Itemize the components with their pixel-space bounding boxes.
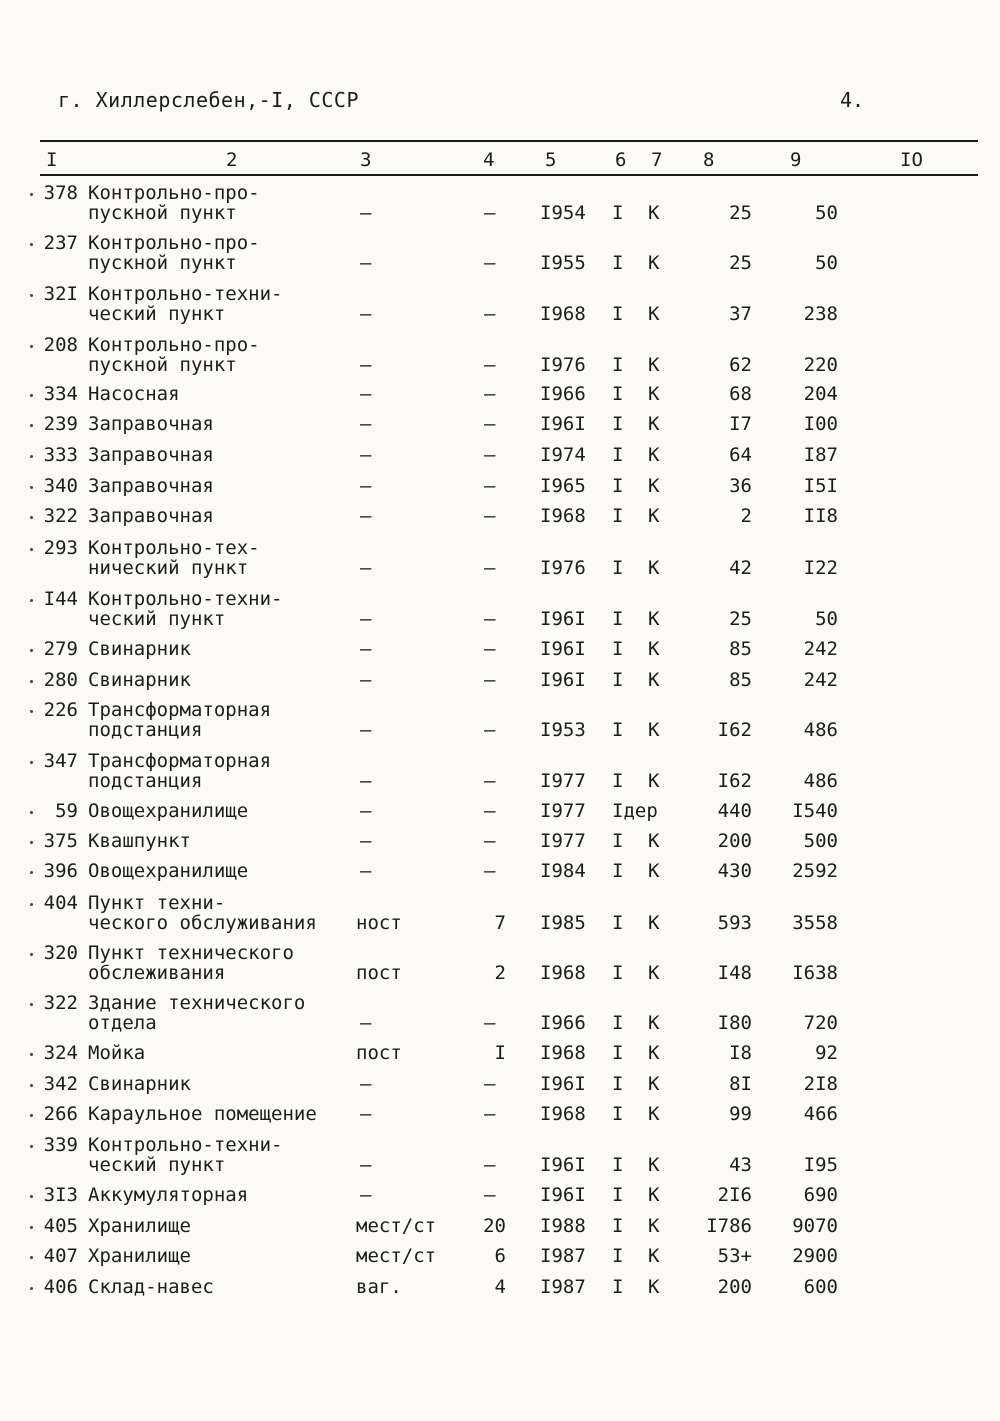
cell-object-name: Пункт техни- [88,892,226,914]
cell-c7: К [648,1215,660,1237]
cell-c3: – [360,354,372,376]
column-header-10: IO [900,149,923,171]
cell-c7: К [648,505,660,527]
cell-object-name: Заправочная [88,475,214,497]
cell-c5: I987 [540,1245,586,1267]
cell-object-name: Овощехранилище [88,800,249,822]
cell-c7: К [648,669,660,691]
cell-c7: К [648,1103,660,1125]
cell-c5: I955 [540,252,586,274]
cell-c4: – [484,383,496,405]
cell-c3: – [360,719,372,741]
cell-c8: 36 [729,475,752,497]
cell-c8: 25 [729,202,752,224]
cell-c5: I96I [540,413,586,435]
cell-c4: 4 [494,1276,506,1298]
cell-object-name: Насосная [88,383,180,405]
cell-c8: I8 [729,1042,752,1064]
cell-c6: I [612,505,624,527]
cell-c5: I954 [540,202,586,224]
cell-object-name: Хранилище [88,1245,191,1267]
cell-object-number: 396 [43,860,78,882]
cell-c6: I [612,1012,624,1034]
cell-c4: – [484,354,496,376]
cell-c3: – [360,303,372,325]
cell-c6: I [612,1276,624,1298]
cell-c4: – [484,475,496,497]
cell-object-name: ческий пункт [88,1154,226,1176]
cell-c7: К [648,770,660,792]
cell-c8: 85 [729,669,752,691]
cell-object-name: Заправочная [88,413,214,435]
cell-object-number: 347 [43,750,78,772]
cell-c7: К [648,413,660,435]
cell-c6: I [612,1184,624,1206]
table-top-rule [40,140,978,142]
cell-c7: К [648,1042,660,1064]
cell-c9: I00 [803,413,838,435]
cell-object-name: Контрольно-техни- [88,283,283,305]
cell-c5: I968 [540,505,586,527]
cell-c5: I953 [540,719,586,741]
cell-c3: – [360,770,372,792]
cell-c8: I48 [717,962,752,984]
cell-c6: I [612,444,624,466]
cell-c7: К [648,354,660,376]
cell-c9: I638 [792,962,838,984]
cell-object-name: ческий пункт [88,303,226,325]
column-header-9: 9 [790,149,802,171]
cell-object-number: 334 [43,383,78,405]
cell-c6: I [612,669,624,691]
cell-object-number: 293 [43,537,78,559]
cell-object-number: 333 [43,444,78,466]
cell-c8: 42 [729,557,752,579]
cell-c4: – [484,1012,496,1034]
column-header-8: 8 [703,149,715,171]
cell-c7: К [648,1073,660,1095]
cell-c7: К [648,475,660,497]
cell-c4: – [484,444,496,466]
column-header-7: 7 [651,149,663,171]
cell-c8: 2I6 [717,1184,752,1206]
cell-c3: ност [356,912,402,934]
cell-c5: I987 [540,1276,586,1298]
cell-object-name: Трансформаторная [88,699,272,721]
cell-c6: I [612,719,624,741]
cell-c8: I7 [729,413,752,435]
cell-c9: 50 [815,202,838,224]
cell-c3: – [360,383,372,405]
cell-object-number: 322 [43,505,78,527]
cell-object-name: Контрольно-про- [88,182,260,204]
cell-object-name: Здание технического [88,992,306,1014]
cell-c8: 200 [717,1276,752,1298]
cell-c4: – [484,608,496,630]
cell-c9: 690 [803,1184,838,1206]
cell-c4: – [484,669,496,691]
cell-object-name: подстанция [88,719,203,741]
cell-c6: I [612,962,624,984]
cell-c6: I [612,1103,624,1125]
column-header-4: 4 [483,149,495,171]
cell-c5: I968 [540,962,586,984]
cell-object-number: 32I [43,283,78,305]
cell-c6: I [612,830,624,852]
cell-c4: – [484,770,496,792]
cell-c3: – [360,1073,372,1095]
cell-c7: К [648,608,660,630]
cell-c3: – [360,1012,372,1034]
cell-c8: 25 [729,608,752,630]
cell-object-name: Контрольно-про- [88,334,260,356]
cell-c4: – [484,830,496,852]
cell-object-number: 404 [43,892,78,914]
cell-c5: I96I [540,638,586,660]
cell-c6: I [612,1154,624,1176]
cell-c9: I540 [792,800,838,822]
cell-c6: I [612,413,624,435]
cell-c5: I984 [540,860,586,882]
cell-c9: I5I [803,475,838,497]
cell-object-number: 266 [43,1103,78,1125]
cell-object-number: 208 [43,334,78,356]
cell-c6: I [612,383,624,405]
cell-c4: – [484,1073,496,1095]
cell-object-number: 280 [43,669,78,691]
document-header-place: г. Хиллерслебен,-I, СССР [58,88,359,112]
cell-c5: I96I [540,1184,586,1206]
cell-c4: 6 [494,1245,506,1267]
cell-c8: 85 [729,638,752,660]
cell-c6: I [612,1073,624,1095]
cell-c7: К [648,1245,660,1267]
cell-object-name: отдела [88,1012,157,1034]
cell-c6: I [612,1245,624,1267]
cell-c7: К [648,1154,660,1176]
cell-object-number: 3I3 [43,1184,78,1206]
cell-object-name: Квашпункт [88,830,191,852]
cell-c8: 200 [717,830,752,852]
cell-object-name: пускной пункт [88,202,237,224]
cell-c5: I968 [540,1103,586,1125]
cell-c9: 2900 [792,1245,838,1267]
cell-c8: 62 [729,354,752,376]
cell-c8: 64 [729,444,752,466]
cell-object-number: 59 [55,800,78,822]
cell-c7: К [648,252,660,274]
cell-c3: – [360,202,372,224]
cell-c6: I [612,557,624,579]
cell-c7: К [648,557,660,579]
cell-object-number: 339 [43,1134,78,1156]
cell-object-name: ческий пункт [88,608,226,630]
column-header-3: 3 [360,149,372,171]
cell-c4: – [484,252,496,274]
cell-object-name: Овощехранилище [88,860,249,882]
column-header-6: 6 [615,149,627,171]
cell-object-name: Контрольно-про- [88,232,260,254]
cell-c5: I976 [540,354,586,376]
cell-c9: 2I8 [803,1073,838,1095]
cell-object-number: 320 [43,942,78,964]
cell-c7: К [648,962,660,984]
cell-c6: I [612,638,624,660]
cell-c3: – [360,669,372,691]
cell-c3: – [360,413,372,435]
cell-object-name: Склад-навес [88,1276,214,1298]
cell-c3: – [360,860,372,882]
cell-c9: 92 [815,1042,838,1064]
cell-c3: – [360,1103,372,1125]
cell-c3: мест/ст [356,1215,437,1237]
cell-c5: I976 [540,557,586,579]
cell-object-number: 406 [43,1276,78,1298]
cell-c5: I985 [540,912,586,934]
cell-object-name: Мойка [88,1042,146,1064]
cell-c4: – [484,303,496,325]
cell-c7: К [648,383,660,405]
cell-c8: 99 [729,1103,752,1125]
cell-c8: 68 [729,383,752,405]
cell-c5: I968 [540,1042,586,1064]
cell-c7: К [648,638,660,660]
cell-c6: I [612,303,624,325]
cell-c9: 600 [803,1276,838,1298]
column-header-1: I [46,149,58,171]
cell-c4: 2 [494,962,506,984]
cell-object-name: Свинарник [88,1073,191,1095]
cell-c4: – [484,638,496,660]
cell-c9: 238 [803,303,838,325]
column-header-2: 2 [226,149,238,171]
cell-c8: 25 [729,252,752,274]
cell-c6: Iдер [612,800,658,822]
cell-object-name: Контрольно-техни- [88,588,283,610]
cell-c9: 466 [803,1103,838,1125]
cell-c9: 50 [815,608,838,630]
cell-object-name: Контрольно-тех- [88,537,260,559]
cell-c5: I966 [540,383,586,405]
cell-object-number: 375 [43,830,78,852]
cell-c7: К [648,1276,660,1298]
cell-c9: I87 [803,444,838,466]
cell-c9: 720 [803,1012,838,1034]
cell-c4: 20 [483,1215,506,1237]
cell-c3: – [360,252,372,274]
cell-c9: 3558 [792,912,838,934]
cell-c9: I95 [803,1154,838,1176]
cell-c8: 430 [717,860,752,882]
cell-object-name: подстанция [88,770,203,792]
cell-object-name: Свинарник [88,638,191,660]
cell-c3: ваг. [356,1276,402,1298]
cell-c9: 500 [803,830,838,852]
cell-c8: 440 [717,800,752,822]
cell-c6: I [612,475,624,497]
cell-c5: I988 [540,1215,586,1237]
cell-c7: К [648,1184,660,1206]
cell-object-number: 237 [43,232,78,254]
cell-object-name: Контрольно-техни- [88,1134,283,1156]
cell-c5: I968 [540,303,586,325]
cell-object-number: 340 [43,475,78,497]
cell-c4: 7 [494,912,506,934]
cell-c5: I977 [540,770,586,792]
cell-c3: мест/ст [356,1245,437,1267]
cell-c8: I62 [717,770,752,792]
cell-object-name: Аккумуляторная [88,1184,249,1206]
cell-c5: I974 [540,444,586,466]
cell-c4: – [484,1184,496,1206]
cell-c5: I96I [540,608,586,630]
cell-c9: 486 [803,719,838,741]
cell-c9: 486 [803,770,838,792]
cell-c4: – [484,202,496,224]
cell-c9: 50 [815,252,838,274]
cell-object-number: 378 [43,182,78,204]
cell-c9: II8 [803,505,838,527]
cell-object-name: ческого обслуживания [88,912,317,934]
cell-object-name: Заправочная [88,444,214,466]
cell-c6: I [612,770,624,792]
cell-c5: I96I [540,1154,586,1176]
cell-c7: К [648,303,660,325]
cell-c6: I [612,1215,624,1237]
cell-object-name: Трансформаторная [88,750,272,772]
cell-c7: К [648,444,660,466]
cell-object-name: обслеживания [88,962,226,984]
cell-object-number: I44 [43,588,78,610]
cell-c7: К [648,202,660,224]
cell-c6: I [612,354,624,376]
column-header-5: 5 [545,149,557,171]
cell-object-name: Заправочная [88,505,214,527]
cell-c9: 220 [803,354,838,376]
cell-c3: – [360,557,372,579]
cell-object-number: 239 [43,413,78,435]
cell-object-number: 226 [43,699,78,721]
cell-c6: I [612,860,624,882]
cell-c9: 204 [803,383,838,405]
cell-c5: I965 [540,475,586,497]
cell-c8: 37 [729,303,752,325]
cell-c8: 593 [717,912,752,934]
cell-c4: – [484,860,496,882]
cell-c4: – [484,719,496,741]
cell-c4: – [484,505,496,527]
cell-c5: I977 [540,830,586,852]
cell-c6: I [612,912,624,934]
page-number: 4. [840,88,865,112]
cell-c8: 43 [729,1154,752,1176]
cell-c8: 2 [740,505,752,527]
table-header-rule [40,174,978,176]
cell-object-name: Пункт технического [88,942,294,964]
cell-c9: 242 [803,669,838,691]
cell-c3: – [360,505,372,527]
cell-c7: К [648,1012,660,1034]
cell-c8: 53+ [717,1245,752,1267]
cell-c3: – [360,475,372,497]
cell-c4: – [484,557,496,579]
cell-c3: – [360,444,372,466]
cell-c4: I [494,1042,506,1064]
cell-c3: – [360,638,372,660]
cell-c6: I [612,608,624,630]
cell-object-number: 407 [43,1245,78,1267]
cell-c8: I786 [706,1215,752,1237]
cell-c9: I22 [803,557,838,579]
cell-c8: 8I [729,1073,752,1095]
cell-object-number: 342 [43,1073,78,1095]
cell-c9: 242 [803,638,838,660]
cell-c7: К [648,830,660,852]
cell-c6: I [612,1042,624,1064]
cell-object-number: 324 [43,1042,78,1064]
cell-c9: 9070 [792,1215,838,1237]
cell-object-number: 279 [43,638,78,660]
cell-c5: I96I [540,1073,586,1095]
cell-c3: пост [356,962,402,984]
cell-c6: I [612,202,624,224]
cell-c3: – [360,800,372,822]
cell-object-name: Караульное помещение [88,1103,317,1125]
cell-c7: К [648,719,660,741]
cell-c3: – [360,608,372,630]
cell-c3: – [360,830,372,852]
cell-object-name: Свинарник [88,669,191,691]
cell-c8: I62 [717,719,752,741]
cell-object-number: 322 [43,992,78,1014]
cell-object-name: Хранилище [88,1215,191,1237]
cell-c9: 2592 [792,860,838,882]
cell-object-number: 405 [43,1215,78,1237]
cell-c7: К [648,860,660,882]
cell-object-name: нический пункт [88,557,249,579]
cell-c5: I966 [540,1012,586,1034]
cell-c5: I96I [540,669,586,691]
cell-c7: К [648,912,660,934]
cell-c4: – [484,1103,496,1125]
cell-c4: – [484,800,496,822]
cell-object-name: пускной пункт [88,354,237,376]
cell-c8: I80 [717,1012,752,1034]
cell-object-name: пускной пункт [88,252,237,274]
cell-c4: – [484,413,496,435]
cell-c5: I977 [540,800,586,822]
cell-c3: – [360,1154,372,1176]
cell-c3: – [360,1184,372,1206]
cell-c4: – [484,1154,496,1176]
cell-c3: пост [356,1042,402,1064]
cell-c6: I [612,252,624,274]
